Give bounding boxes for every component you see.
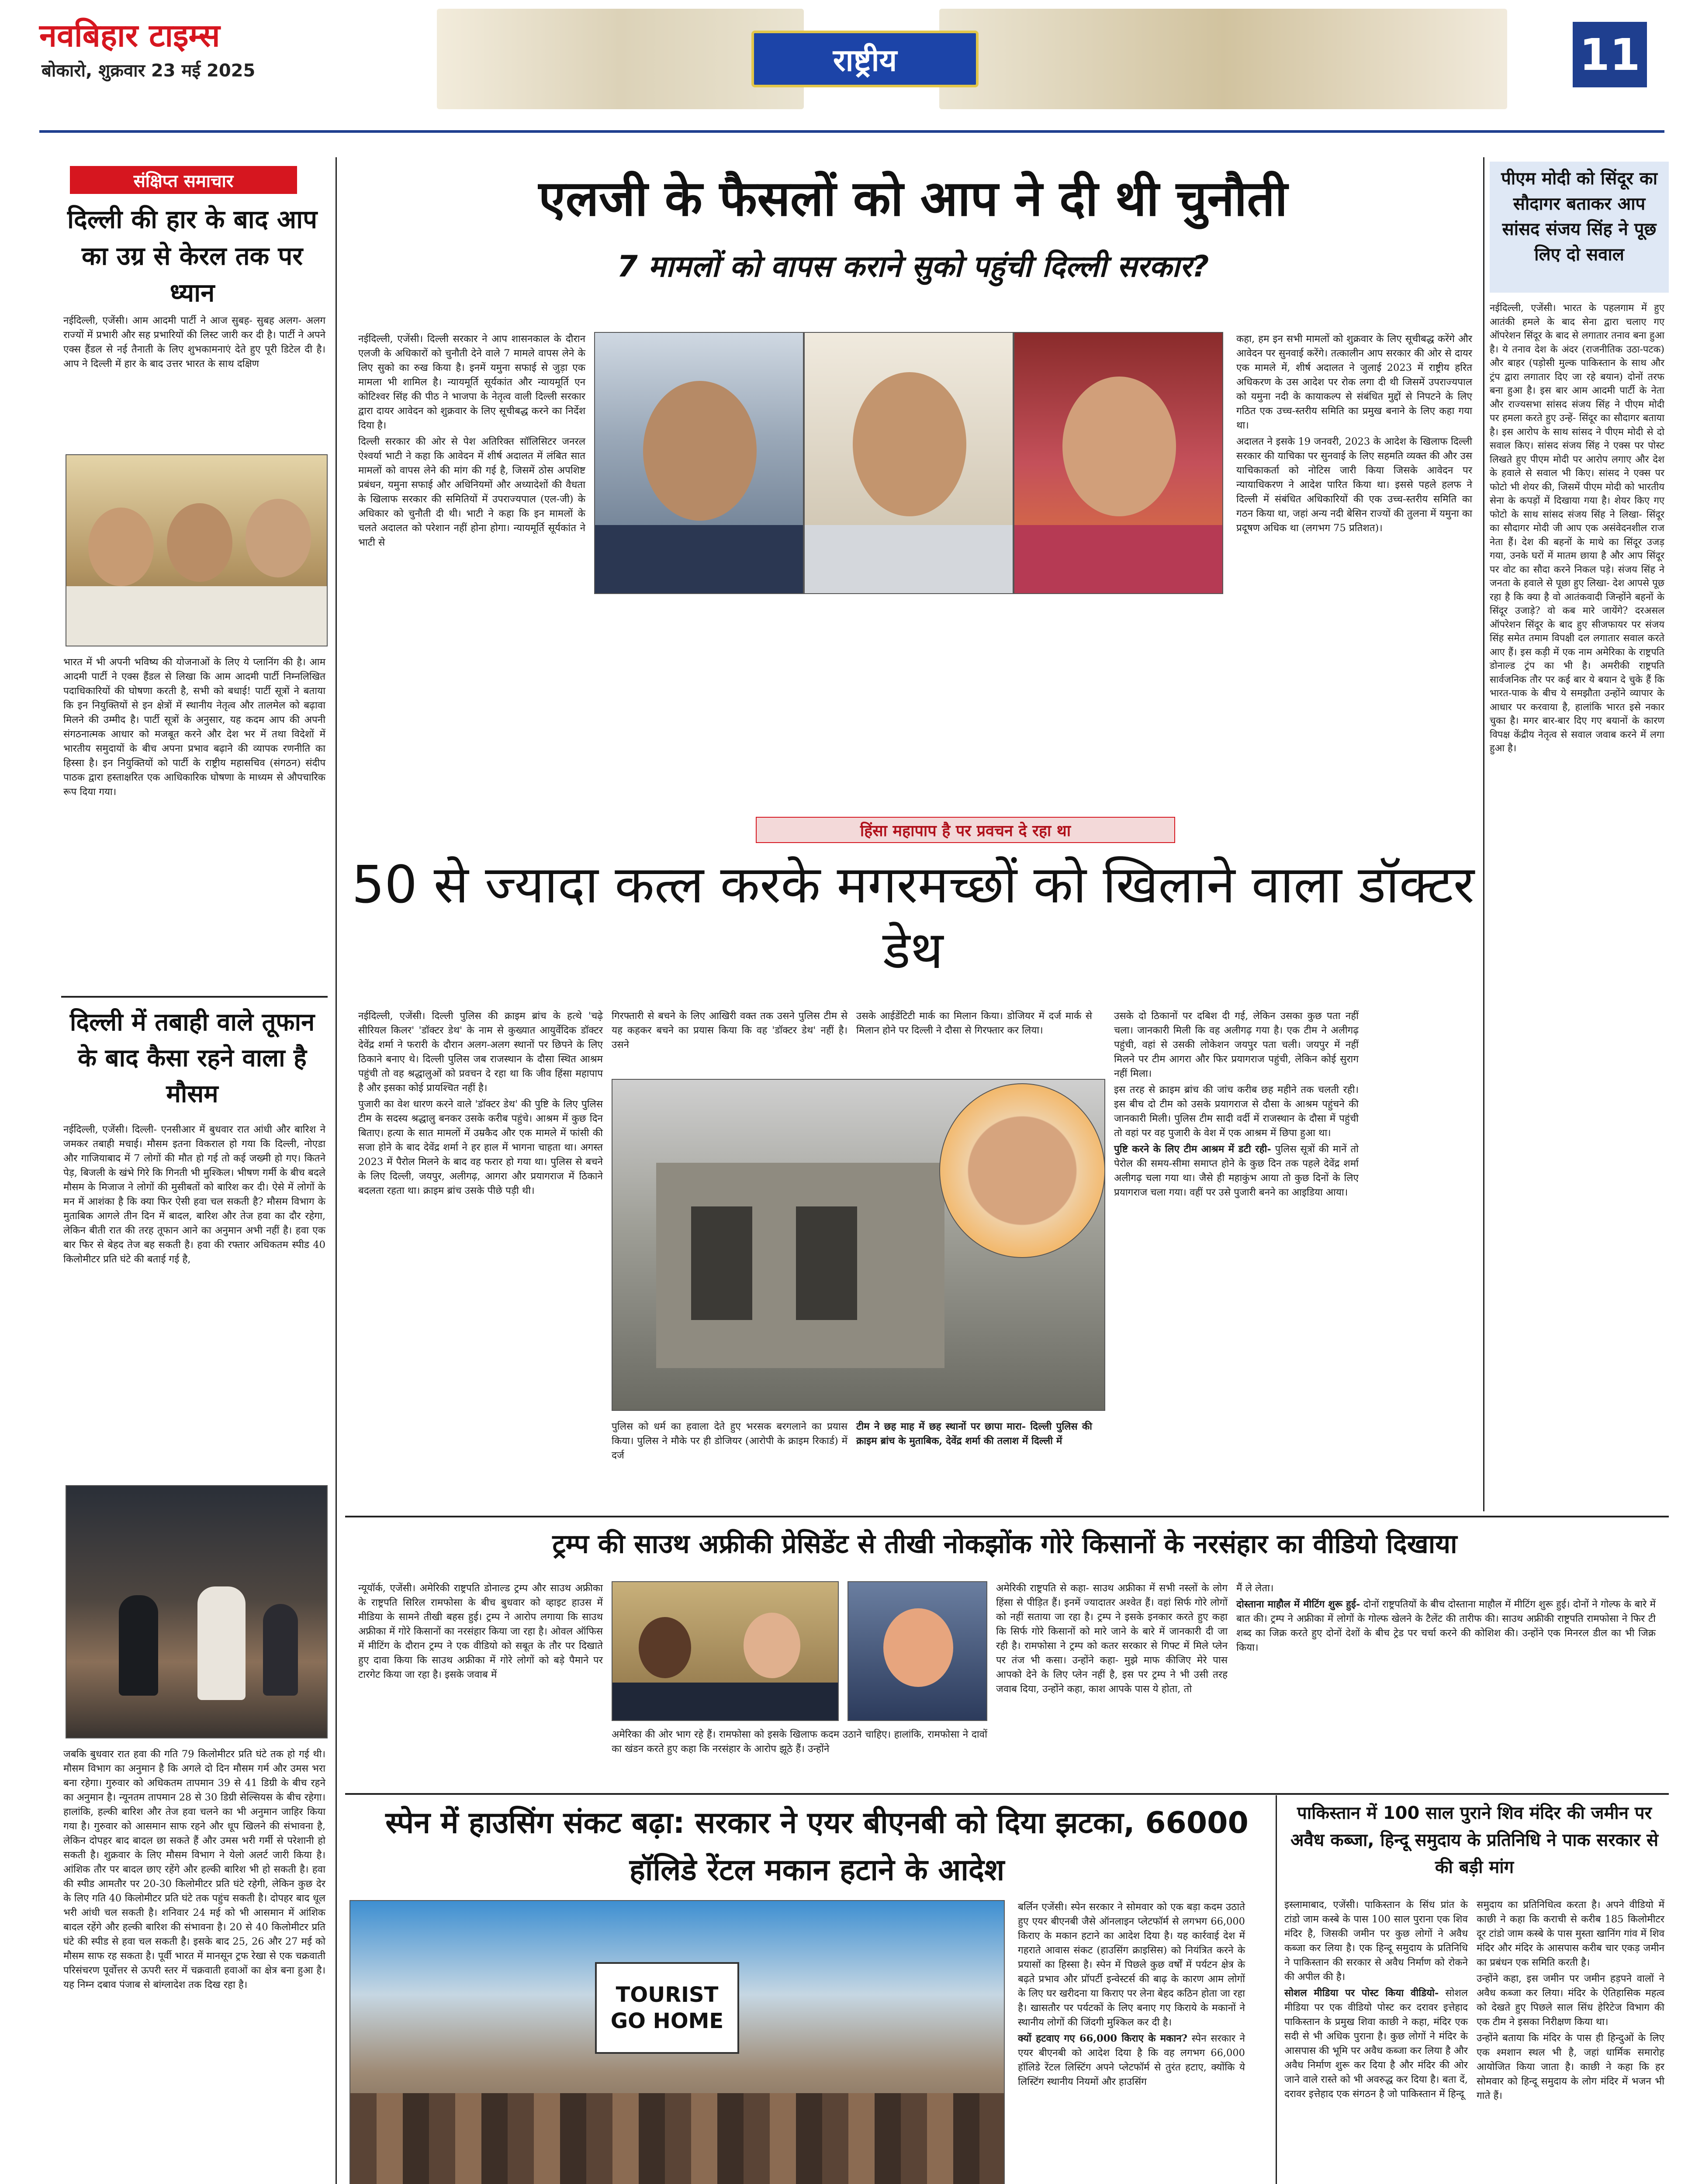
spain-protest-photo [349, 1900, 1005, 2184]
spain-headline: स्पेन में हाउसिंग संकट बढ़ा: सरकार ने एयर बीएनबी को दिया झटका, 66000 हॉलिडे रेंटल मकान हटाने के आदेश [385, 1806, 1249, 1887]
pak-col-1b-text: सोशल मीडिया पर एक वीडियो पोस्ट कर दरावर इत्तेहाद पाकिस्तान के प्रमुख शिवा काछी ने कहा, मंदिर एक सदी से भी अधिक पुराना है। कुछ लोगों ने मंदिर के आसपास की भूमि पर अवैध कब्जा कर लिया है और अवैध निर्माण शुरू कर दिया है और मंदिर की ओर जाने वाले रास्ते को भी अवरुद्ध कर दिया है। बता दें, दरावर इत्तेहाद एक संगठन है जो पाकिस्तान में हिन्दू [1284, 1987, 1468, 2100]
lg-col-4 [1236, 332, 1472, 786]
lg-col-1-text: नईदिल्ली, एजेंसी। दिल्ली सरकार ने आप शासनकाल के दौरान एलजी के अधिकारों को चुनौती देने वाले 7 मामले वापस लेने के लिए सुको का रुख किया है। इनमें यमुना सफाई से जुड़ा एक मामला भी शामिल है। न्यायमूर्ति सूर्यकांत और न्यायमूर्ति एन कोटिश्वर सिंह की पीठ ने भाजपा के नेतृत्व वाली दिल्ली सरकार द्वारा दायर आवेदन को शुक्रवार के लिए सूचीबद्ध करने का निर्देश दिया है। [358, 333, 585, 431]
weather-body-2: जबकि बुधवार रात हवा की गति 79 किलोमीटर प्रति घंटे तक हो गई थी। मौसम विभाग का अनुमान है कि अगले दो दिन मौसम गर्म और उमस भरा बना रहेगा। गुरुवार को अधिकतम तापमान 39 से 41 डिग्री के बीच रहने का अनुमान है। न्यूनतम तापमान 28 से 30 डिग्री सेल्सियस के बीच रहेगा। हालांकि, हल्की बारिश और तेज हवा चलने का भी अनुमान जाहिर किया गया है। गुरुवार को आसमान साफ रहने और धूप खिलने की संभावना है, लेकिन दोपहर बाद बादल छा सकते हैं और उमस भरी गर्मी से परेशानी हो सकती है। शुक्रवार के लिए मौसम विभाग ने येलो अलर्ट जारी किया है। आंशिक तौर पर बादल छाए रहेंगे और हल्की बारिश भी हो सकती है। हवा की स्पीड आमतौर पर 20-30 किलोमीटर प्रति घंटे रहेगी, लेकिन कुछ देर के लिए गति 40 किलोमीटर प्रति घंटे तक पहुंच सकती है। दोपहर बाद धूल भरी आंधी चल सकती है। शनिवार 24 मई को भी आसमान में आंशिक बादल रहेंगे और हल्की बारिश की संभावना है। 20 से 40 किलोमीटर प्रति घंटे की स्पीड से हवा चल सकती है। इसके बाद 25, 26 और 27 मई को मौसम साफ रह सकता है। पूर्वी भारत में मानसून ट्रफ रेखा से एक चक्रवाती परिसंचरण पूर्वोत्तर से ऊपरी स्तर में चक्रवाती हवाओं का क्षेत्र बना हुआ है। यह निम्न दबाव पंजाब से बांग्लादेश तक दिख रहा है। [63, 1749, 325, 1990]
page-number-box [1573, 22, 1647, 87]
section-title: राष्ट्रीय [833, 42, 897, 78]
pm-body: नईदिल्ली, एजेंसी। भारत के पहलगाम में हुए आतंकी हमले के बाद सेना द्वारा चलाए गए ऑपरेशन सिंदूर के बाद से लगातार तनाव बना हुआ है। ये तनाव देश के अंदर (राजनीतिक उठा-पटक) और बाहर (पड़ोसी मुल्क पाकिस्तान के साथ और ट्रंप द्वारा लगातार दिए जा रहे बयान) दोनों तरफ बना हुआ है। इस बार आम आदमी पार्टी के नेता और राज्यसभा सांसद संजय सिंह ने पीएम मोदी पर हमला करते हुए उन्हें- सिंदूर का सौदागर बताया है। इस आरोप के साथ सांसद ने पीएम मोदी से दो सवाल किए। सांसद संजय सिंह ने एक्स पर पोस्ट लिखते हुए पीएम मोदी पर आरोप लगाए और देश के हवाले से सवाल भी किए। सांसद ने एक्स पर फोटो भी शेयर की, जिसमें पीएम मोदी को भारतीय सेना के कपड़ों में दिखाया गया है। शेयर किए गए फोटो के साथ सांसद संजय सिंह ने लिखा- सिंदूर का सौदागर मोदी जी आप एक असंवेदनशील राज नेता हैं। देश की बहनों के माथे का सिंदूर उजड़ गया, उनके घरों में मातम छाया है और आप सिंदूर पर वोट का सौदा करने निकल पड़े। संजय सिंह ने जनता के हवाले से पूछा हुए लिखा- देश आपसे पूछ रहा है कि क्या है वो आतंकवादी जिन्होंने बहनों के सिंदूर उजाड़े? वो कब मारे जायेंगे? दरअसल ऑपरेशन सिंदूर के बाद हुए सीजफायर पर संजय सिंह समेत तमाम विपक्षी दल लगातार सवाल करते आए हैं। इस कड़ी में एक नाम अमेरिका के राष्ट्रपति डोनाल्ड ट्रंप का भी है। अमरीकी राष्ट्रपति सार्वजनिक तौर पर कई बार ये बयान दे चुके हैं कि भारत-पाक के बीच ये समझौता उन्होंने व्यापार के आधार पर करवाया है, हालांकि भारत इसे नकार चुका है। मगर बार-बार दिए गए बयानों के कारण विपक्ष केंद्रीय नेतृत्व से सवाल जवाब करने में लगा हुआ है। [1490, 303, 1664, 754]
aap-leaders-photo [66, 454, 328, 646]
spain-top-rule [345, 1793, 1669, 1795]
doctor-col-3: उसके आईडेंटिटी मार्क का मिलान किया। डोजियर में दर्ज मार्क से मिलान होने पर दिल्ली ने दौसा से गिरफ्तार कर लिया। [856, 1010, 1092, 1036]
doctor-subhead: पुष्टि करने के लिए टीम आश्रम में डटी रही- [1114, 1144, 1271, 1155]
pak-col-2 [1477, 1898, 1664, 2184]
doctor-headline: 50 से ज्यादा कत्ल करके मगरमच्छों को खिलाने वाला डॉक्टर डेथ [352, 854, 1474, 980]
doctor-kicker: हिंसा महापाप है पर प्रवचन दे रहा था [860, 822, 1071, 840]
brief-divider [61, 996, 328, 998]
dateline: बोकारो, शुक्रवार 23 मई 2025 [42, 61, 256, 81]
masthead-collage [437, 9, 804, 109]
pak-headline: पाकिस्तान में 100 साल पुराने शिव मंदिर की जमीन पर अवैध कब्जा, हिन्दू समुदाय के प्रतिनिधि ने पाक सरकार से की बड़ी मांग [1290, 1803, 1659, 1877]
masthead-collage-right [939, 9, 1507, 109]
weather-body-1: नईदिल्ली, एजेंसी। दिल्ली- एनसीआर में बुधवार रात आंधी और बारिश ने जमकर तबाही मचाई। मौसम इतना विकराल हो गया कि दिल्ली, नोएडा और गाजियाबाद में 7 लोगों की मौत हो गई तो कई जख्मी हो गए। कितने पेड़, बिजली के खंभे गिरे कि गिनती भी मुश्किल। भीषण गर्मी के बीच बदले मौसम के मिजाज ने लोगों की मुसीबतों को बारिश कर दी। ऐसे में लोगों के मन में आशंका है कि क्या फिर ऐसी हवा चल सकती है? मौसम विभाग के मुताबिक आगले तीन दिन में बादल, बारिश और तेज हवा का दौर रहेगा, लेकिन बीती रात की तरह तूफान आने का अनुमान अभी नहीं है। हवा एक बार फिर से बेहद तेज बह सकती है। हवा की रफ्तार अधिकतम स्पीड 40 किलोमीटर प्रति घंटे की बताई गई है, [63, 1124, 325, 1265]
right-column-rule [1483, 157, 1484, 1511]
pak-col-1 [1284, 1898, 1468, 2184]
lg-col-1b-text: दिल्ली सरकार की ओर से पेश अतिरिक्त सॉलिसिटर जनरल ऐश्वर्या भाटी ने कहा कि आवेदन में शीर्ष अदालत में लंबित सात मामलों को वापस लेने की मांग की गई है, जिसमें ठोस अपशिष्ट प्रबंधन, यमुना सफाई और अधिनियमों और अध्यादेशों की वैधता के खिलाफ सरकार की समितियों में उपराज्यपाल (एल-जी) के अधिकार को चुनौती दी थी। भाटी ने कहा कि इन मामलों के चलते अदालत को परेशान नहीं होना होगा। न्यायमूर्ति सूर्यकांत ने भाटी से [358, 436, 585, 548]
masthead-rule [39, 130, 1664, 133]
lg-photo-saxena [804, 332, 1014, 594]
left-column-rule [336, 157, 337, 2184]
pak-col-2c-text: उन्होंने बताया कि मंदिर के पास ही हिन्दुओं के लिए एक श्मशान स्थल भी है, जहां धार्मिक समारोह आयोजित किया जाता है। काछी ने कहा कि हर सोमवार को हिन्दू समुदाय के लोग मंदिर में भजन भी गाते हैं। [1477, 2032, 1664, 2101]
masthead [0, 0, 1702, 131]
doctor-col-4-text: उसके दो ठिकानों पर दबिश दी गई, लेकिन उसका कुछ पता नहीं चला। जानकारी मिली कि वह अलीगढ़ गया है। एक टीम ने अलीगढ़ पहुंची, वहां से उसकी लोकेशन जयपुर पता चली। जयपुर में नहीं मिलने पर टीम आगरा और फिर प्रयागराज पहुंची, लेकिन कोई सुराग नहीं मिला। [1114, 1010, 1359, 1079]
spain-col-3b-text: स्पेन सरकार ने एयर बीएनबी को आदेश दिया है कि वह लगभग 66,000 हॉलिडे रेंटल लिस्टिंग अपने प्लेटफॉर्म से तुरंत हटाए, क्योंकि ये लिस्टिंग स्थानीय नियमों और हाउसिंग [1018, 2033, 1245, 2087]
lg-col-1 [358, 332, 585, 769]
brief-body-1: नईदिल्ली, एजेंसी। आम आदमी पार्टी ने आज सुबह- सुबह अलग- अलग राज्यों में प्रभारी और सह प्रभारियों की लिस्ट जारी कर दी है। पार्टी ने अपने एक्स हैंडल से नई तैनाती के लिए शुभकामनाएं देते हुए पूरी डिटेल दी है। आप ने दिल्ली में हार के बाद उत्तर भारत के साथ दक्षिण [63, 315, 325, 370]
brief-tag-label: संक्षिप्त समाचार [133, 171, 234, 191]
doctor-photo-caption: टीम ने छह माह में छह स्थानों पर छापा मारा- दिल्ली पुलिस की क्राइम ब्रांच के मुताबिक, देवेंद्र शर्मा की तलाश में दिल्ली में [856, 1421, 1092, 1447]
doctor-col-1-text: नईदिल्ली, एजेंसी। दिल्ली पुलिस की क्राइम ब्रांच के हत्थे 'चढ़े सीरियल किलर' 'डॉक्टर डेथ' के नाम से कुख्यात आयुर्वेदिक डॉक्टर देवेंद्र शर्मा ने फरारी के दौरान अलग-अलग स्थानों पर छिपने के लिए ठिकाने बनाए थे। दिल्ली पुलिस जब राजस्थान के दौसा स्थित आश्रम पहुंची तो वह श्रद्धालुओं को प्रवचन दे रहा था कि जीव हिंसा महापाप है और इसका कोई प्रायश्चित नहीं है। [358, 1010, 603, 1094]
pak-col-1-text: इस्लामाबाद, एजेंसी। पाकिस्तान के सिंध प्रांत के टांडो जाम कस्बे के पास 100 साल पुराना एक शिव मंदिर है, जिसकी जमीन पर कुछ लोगों ने अवैध कब्जा कर लिया है। एक हिन्दू समुदाय के प्रतिनिधि ने पाकिस्तान की सरकार से अवैध निर्माण को रोकने की अपील की है। [1284, 1899, 1468, 1983]
trump-subhead: दोस्ताना माहौल में मीटिंग शुरू हुई- [1236, 1599, 1360, 1610]
trump-col-4 [1236, 1581, 1656, 1782]
spain-col-3-text: बर्लिन एजेंसी। स्पेन सरकार ने सोमवार को एक बड़ा कदम उठाते हुए एयर बीएनबी जैसे ऑनलाइन प्लेटफॉर्म से लगभग 66,000 किराए के मकान हटाने का आदेश दिया है। यह कार्रवाई देश में गहराते आवास संकट (हाउसिंग क्राइसिस) को नियंत्रित करने के प्रयासों का हिस्सा है। स्पेन में पिछले कुछ वर्षों में पर्यटन क्षेत्र के बढ़ते प्रभाव और प्रॉपर्टी इन्वेस्टर्स की बाढ़ के कारण आम लोगों के लिए घर खरीदना या किराए पर लेना बेहद कठिन होता जा रहा है। खासतौर पर पर्यटकों के लिए बनाए गए किराये के मकानों ने स्थानीय लोगों की जिंदगी मुश्किल कर दी है। [1018, 1901, 1245, 2028]
pak-subhead: सोशल मीडिया पर पोस्ट किया वीडियो- [1284, 1987, 1439, 1999]
tourist-sign [595, 1962, 739, 2054]
trump-col-4-text: दोनों राष्ट्रपतियों के बीच दोस्ताना माहौल में मीटिंग शुरू हुई। दोनों ने गोल्फ के बारे में बात की। ट्रम्प ने अफ्रीका में लोगों के गोल्फ खेलने के टैलेंट की तारीफ की। साउथ अफ्रीकी राष्ट्रपति रामफोसा ने फिर टी शब्द का जिक्र करते हुए दोनों देशों के बीच ट्रेड पर चर्चा करने की कोशिश की। उन्होंने एक मिनरल डील का भी जिक्र किया। [1236, 1599, 1656, 1653]
doctor-death-photo [939, 1083, 1105, 1258]
brief-body-2: भारत में भी अपनी भविष्य की योजनाओं के लिए ये प्लानिंग की है। आम आदमी पार्टी ने एक्स हैंडल से लिखा कि आम आदमी पार्टी निम्नलिखित पदाधिकारियों की घोषणा करती है, सभी को बधाई! पार्टी सूत्रों ने बताया कि इन नियुक्तियों से इन क्षेत्रों में स्थानीय नेतृत्व और तालमेल को बढ़ावा मिलने की उम्मीद है। पार्टी सूत्रों के अनुसार, यह कदम आप की अपनी संगठनात्मक आधार को मजबूत करने और देश भर में तथा विदेशों में भारतीय समुदायों के बीच अपना प्रभाव बढ़ाने की व्यापक रणनीति का हिस्सा है। इन नियुक्तियों को पार्टी के राष्ट्रीय महासचिव (संगठन) संदीप पाठक द्वारा हस्ताक्षरित एक आधिकारिक घोषणा के माध्यम से औपचारिक रूप दिया गया। [63, 657, 325, 798]
pm-headline-box [1490, 162, 1669, 293]
paper-name: नवबिहार टाइम्स [39, 17, 220, 54]
weather-headline: दिल्ली में तबाही वाले तूफान के बाद कैसा रहने वाला है मौसम [69, 1008, 315, 1108]
oval-office-photo [612, 1581, 839, 1721]
lg-col-4b-text: अदालत ने इसके 19 जनवरी, 2023 के आदेश के खिलाफ दिल्ली सरकार की याचिका पर सुनवाई के लिए सहमति व्यक्त की और उस याचिकाकर्ता को नोटिस जारी किया जिसके आवेदन पर न्यायाधिकरण ने आदेश पारित किया था। इससे पहले हलफ ने दिल्ली में संबंधित अधिकारियों की एक उच्च-स्तरीय समिति का गठन किया था, जहां अन्य नदी बेसिन राज्यों की तुलना में यमुना का प्रदूषण अधिक था (लगभग 75 प्रतिशत)। [1236, 436, 1472, 534]
pak-left-rule [1276, 1795, 1277, 2184]
trump-col-3: अमेरिकी राष्ट्रपति से कहा- साउथ अफ्रीका में सभी नस्लों के लोग हिंसा से पीड़ित हैं। इनमें ज्यादातर अश्वेत हैं। वहां सिर्फ गोरे लोगों को नहीं सताया जा रहा है। ट्रम्प ने इसके इनकार करते हुए कहा कि सिर्फ गोरे किसानों को मारे जाने के बारे में जानकारी दी जा रही है। रामफोसा ने ट्रम्प को कतर सरकार से गिफ्ट में मिले प्लेन पर तंज भी कसा। उन्होंने कहा- मुझे माफ कीजिए मेरे पास आपको देने के लिए प्लेन नहीं है, इस पर ट्रम्प ने भी उसी तरह जवाब दिया, उन्होंने कहा, काश आपके पास ये होता, तो [996, 1583, 1228, 1695]
doctor-col-1b-text: पुजारी का वेश धारण करने वाले 'डॉक्टर डेथ' की पुष्टि के लिए पुलिस टीम के सदस्य श्रद्धालु बनकर उसके करीब पहुंचे। आश्रम में कुछ दिन बिताए। हत्या के सात मामलों में उम्रकैद और एक मामले में फांसी की सजा होने के बाद देवेंद्र शर्मा ने हर हाल में भागना चाहता था। अगस्त 2023 में पैरोल मिलने के बाद वह फरार हो गया था। पुलिस से बचने के लिए दिल्ली, जयपुर, अलीगढ़, आगरा और प्रयागराज में ठिकाने बदलता रहता था। क्राइम ब्रांच उसके पीछे पड़ी थी। [358, 1099, 603, 1196]
trump-top-rule [345, 1516, 1669, 1517]
brief-headline: दिल्ली की हार के बाद आप का उग्र से केरल तक पर ध्यान [67, 204, 318, 308]
section-banner [751, 31, 979, 87]
lg-headline: एलजी के फैसलों को आप ने दी थी चुनौती [538, 170, 1288, 227]
trump-headline: ट्रम्प की साउथ अफ्रीकी प्रेसिडेंट से तीखी नोकझोंक गोरे किसानों के नरसंहार का वीडियो दिखाया [552, 1529, 1457, 1559]
trump-photo [848, 1581, 987, 1721]
trump-col-1: न्यूयॉर्क, एजेंसी। अमेरिकी राष्ट्रपति डोनाल्ड ट्रम्प और साउथ अफ्रीका के राष्ट्रपति सिरिल रामफोसा के बीच बुधवार को व्हाइट हाउस में मीडिया के सामने तीखी बहस हुई। ट्रम्प ने आरोप लगाया कि साउथ अफ्रीका में गोरे किसानों का नरसंहार किया जा रहा है। ओवल ऑफिस में मीटिंग के दौरान ट्रम्प ने एक वीडियो को सबूत के तौर पर दिखाते हुए दावा किया कि साउथ अफ्रीका में गोरे लोगों को बड़े पैमाने पर टारगेट किया जा रहा है। इसके जवाब में [358, 1583, 603, 1680]
trump-col-2: अमेरिका की ओर भाग रहे हैं। रामफोसा को इसके खिलाफ कदम उठाने चाहिए। हालांकि, रामफोसा ने दावों का खंडन करते हुए कहा कि नरसंहार के आरोप झूठे हैं। उन्होंने [612, 1729, 987, 1755]
doctor-col-2: गिरफ्तारी से बचने के लिए आखिरी वक्त तक उसने पुलिस टीम से यह कहकर बचने का प्रयास किया कि वह 'डॉक्टर डेथ' नहीं है। उसने [612, 1010, 848, 1051]
doctor-col-4b-text: इस तरह से क्राइम ब्रांच की जांच करीब छह महीने तक चलती रही। इस बीच दो टीम को उसके प्रयागराज से दौसा के आश्रम पहुंचने की जानकारी मिली। पुलिस टीम सादी वर्दी में राजस्थान के दौसा में पहुंची तो वहां पर वह पुजारी के वेश में एक आश्रम में छिपा हुआ था। [1114, 1084, 1359, 1139]
pak-col-2-text: समुदाय का प्रतिनिधित्व करता है। अपने वीडियो में काछी ने कहा कि कराची से करीब 185 किलोमीटर दूर टांडो जाम कस्बे के पास मुस्ता खानिंग गांव में शिव मंदिर और मंदिर के आसपास करीब चार एकड़ जमीन का प्रबंधन एक समिति करती है। [1477, 1899, 1664, 1968]
storm-photo [66, 1485, 328, 1738]
pak-col-2b-text: उन्होंने कहा, इस जमीन पर जमीन हड़पने वालों ने अवैध कब्जा कर लिया। मंदिर के ऐतिहासिक महत्व को देखते हुए पिछले साल सिंध हेरिटेज विभाग की एक टीम ने इसका निरीक्षण किया था। [1477, 1973, 1664, 2028]
doctor-col-4c-text: पुलिस सूत्रों की मानें तो पेरोल की समय-सीमा समाप्त होने के कुछ दिन तक पहले देवेंद्र शर्मा अलीगढ़ चला गया था। जैसे ही महाकुंभ आया तो कुछ दिनों के लिए प्रयागराज चला गया। वहीं पर उसे पुजारी बनने का आइडिया आया। [1114, 1144, 1359, 1198]
lg-photo-rekha-gupta [1014, 332, 1223, 594]
spain-subhead-1: क्यों हटवाए गए 66,000 किराए के मकान? [1018, 2033, 1187, 2044]
doctor-kicker-box [756, 817, 1175, 843]
lg-col-4-text: कहा, हम इन सभी मामलों को शुक्रवार के लिए सूचीबद्ध करेंगे और आवेदन पर सुनवाई करेंगे। तत्कालीन आप सरकार की ओर से दायर एक मामले में, शीर्ष अदालत ने जुलाई 2023 में राष्ट्रीय हरित अधिकरण के उस आदेश पर रोक लगा दी थी जिसमें उपराज्यपाल को यमुना नदी के कायाकल्प से संबंधित मुद्दों से निपटने के लिए गठित एक उच्च-स्तरीय समिति का प्रमुख बनाने के लिए कहा गया था। [1236, 333, 1472, 431]
pm-headline: पीएम मोदी को सिंदूर का सौदागर बताकर आप सांसद संजय सिंह ने पूछ लिए दो सवाल [1501, 169, 1657, 265]
page-number: 11 [1579, 29, 1640, 80]
doctor-col-2b: पुलिस को धर्म का हवाला देते हुए भरसक बरगलाने का प्रयास किया। पुलिस ने मौके पर ही डोजियर (आरोपी के क्राइम रिकार्ड) में दर्ज [612, 1421, 848, 1461]
lg-subhead: 7 मामलों को वापस कराने सुको पहुंची दिल्ली सरकार? [617, 249, 1209, 284]
lg-photo-kejriwal [594, 332, 804, 594]
tourist-sign-text: TOURIST GO HOME [610, 1983, 724, 2033]
brief-tag [70, 166, 297, 194]
spain-col-3 [1018, 1900, 1245, 2184]
trump-col-4a-text: मैं ले लेता। [1236, 1583, 1274, 1594]
